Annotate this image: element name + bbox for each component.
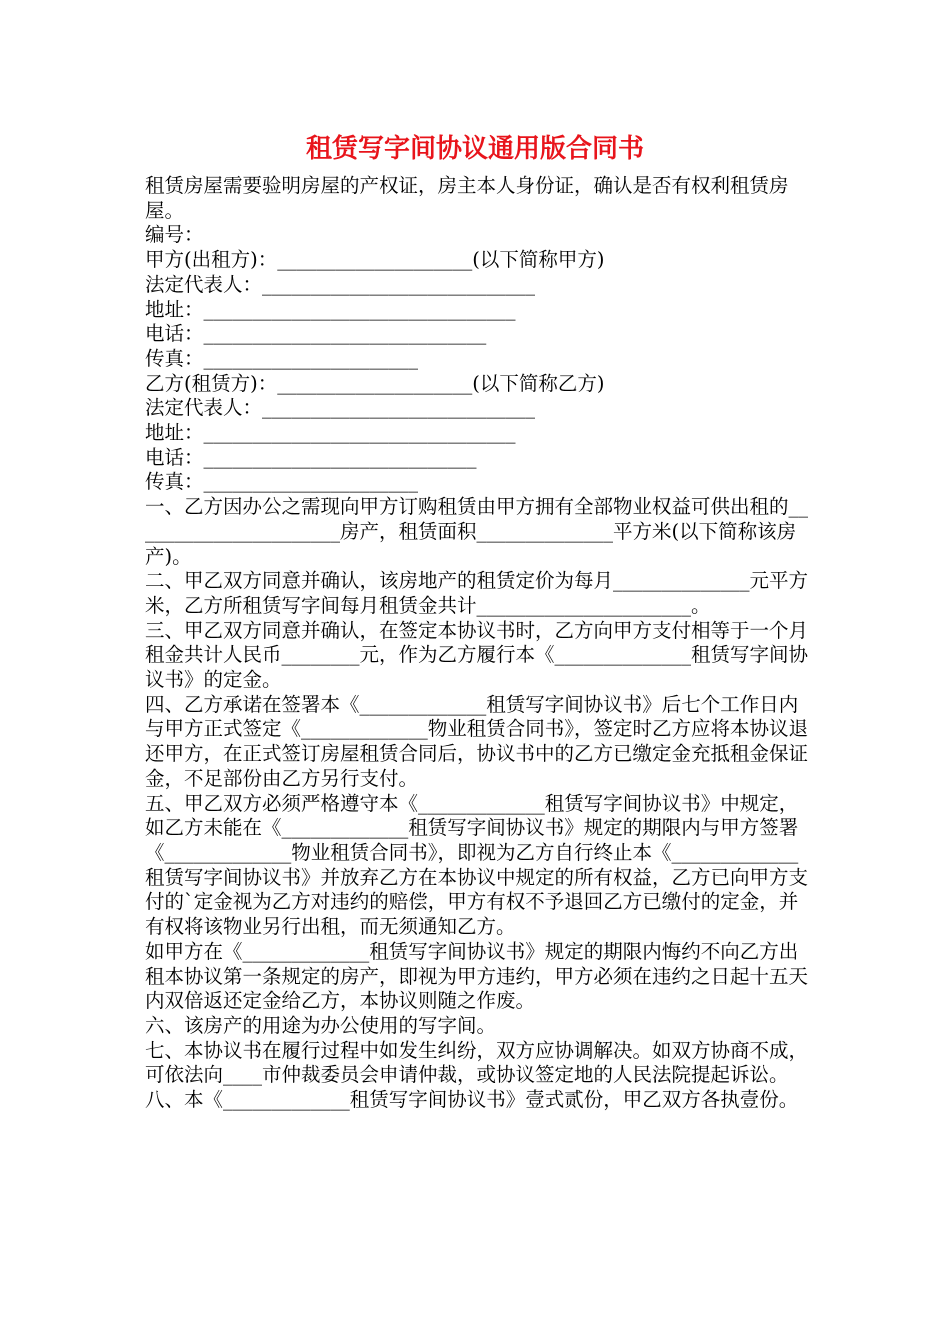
clause-5-supplement: 如甲方在《_____________租赁写字间协议书》规定的期限内悔约不向乙方出租本协议第一条规定的房产，即视为甲方违约，甲方必须在违约之日起十五天内双倍返还定金给乙方，本协议则随之作废。	[145, 939, 809, 1013]
party-a-fax: 传真：______________________	[145, 346, 419, 370]
clause-1: 一、乙方因办公之需现向甲方订购租赁由甲方拥有全部物业权益可供出租的______________________房产，租赁面积______________平方米(以下简称该房产)。	[145, 495, 809, 568]
clause-3: 三、甲乙双方同意并确认，在签定本协议书时，乙方向甲方支付相等于一个月租金共计人民币________元，作为乙方履行本《______________租赁写字间协议书》的定金。	[145, 618, 809, 692]
party-a-representative: 法定代表人：____________________________	[145, 272, 536, 296]
party-a-phone: 电话：_____________________________	[145, 322, 487, 346]
party-a-address: 地址：________________________________	[145, 297, 516, 321]
clause-7: 七、本协议书在履行过程中如发生纠纷，双方应协调解决。如双方协商不成，可依法向____市仲裁委员会申请仲裁，或协议签定地的人民法院提起诉讼。	[145, 1038, 809, 1087]
intro-note: 租赁房屋需要验明房屋的产权证，房主本人身份证，确认是否有权利租赁房屋。	[145, 174, 789, 222]
clause-4: 四、乙方承诺在签署本《_____________租赁写字间协议书》后七个工作日内与甲方正式签定《_____________物业租赁合同书》，签定时乙方应将本协议退还甲方，在正式签订房屋租赁合同后，协议书中的乙方已缴定金充抵租金保证金，不足部份由乙方另行支付。	[145, 692, 809, 790]
clause-2: 二、甲乙双方同意并确认，该房地产的租赁定价为每月______________元平方米，乙方所租赁写字间每月租赁金共计______________________。	[145, 569, 809, 617]
party-b-phone: 电话：____________________________	[145, 445, 477, 469]
party-b-fax: 传真：______________________	[145, 470, 419, 494]
party-b-representative: 法定代表人：____________________________	[145, 396, 536, 420]
party-b-address: 地址：________________________________	[145, 421, 516, 445]
contract-number: 编号：	[145, 223, 204, 247]
clause-8: 八、本《_____________租赁写字间协议书》壹式贰份，甲乙双方各执壹份。	[145, 1088, 799, 1112]
document-body	[145, 174, 810, 1113]
party-a: 甲方(出租方)：____________________(以下简称甲方)	[145, 248, 605, 272]
party-b: 乙方(租赁方)：____________________(以下简称乙方)	[145, 371, 605, 395]
document-title: 租赁写字间协议通用版合同书	[305, 134, 644, 164]
clause-5: 五、甲乙双方必须严格遵守本《_____________租赁写字间协议书》中规定，如乙方未能在《_____________租赁写字间协议书》规定的期限内与甲方签署《_____________物业租赁合同书》，即视为乙方自行终止本《_____________租赁写字间协议书》并放弃乙方在本协议中规定的所有权益，乙方已向甲方支付的`定金视为乙方对违约的赔偿，甲方有权不予退回乙方已缴付的定金，并有权将该物业另行出租，而无须通知乙方。	[145, 791, 809, 939]
clause-6: 六、该房产的用途为办公使用的写字间。	[145, 1013, 497, 1037]
